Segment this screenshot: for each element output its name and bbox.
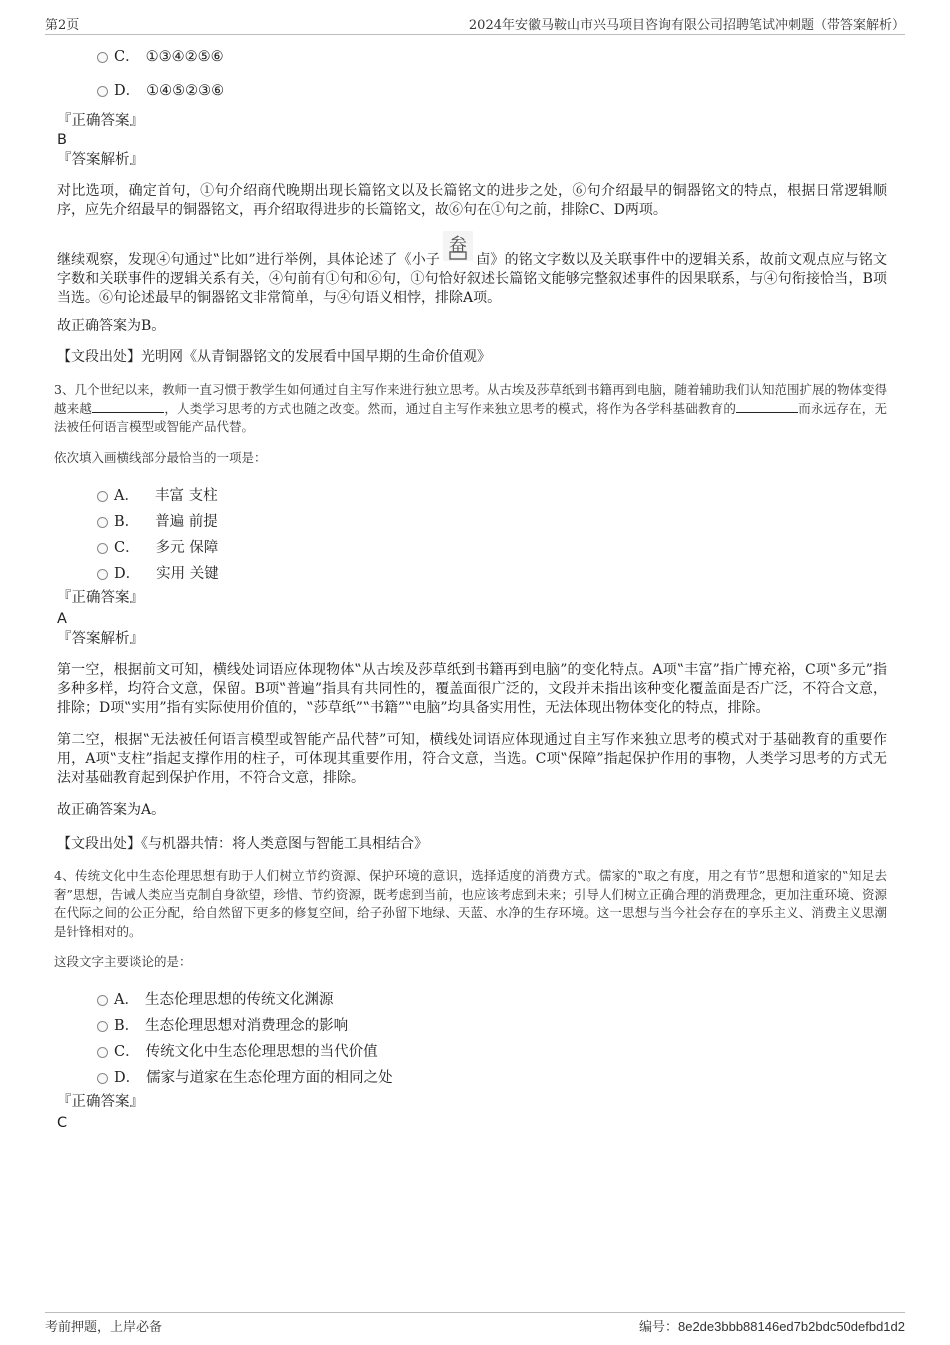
document-title: 2024年安徽马鞍山市兴马项目咨询有限公司招聘笔试冲刺题（带答案解析） <box>468 18 905 33</box>
inscription-glyph: 畚 <box>449 235 468 256</box>
q4-option-c[interactable]: C． 传统文化中生态伦理思想的当代价值 <box>57 1039 887 1065</box>
q4-options <box>57 987 887 1091</box>
q2-analysis-p2: 继续观察，发现④句通过‟比如”进行举例，具体论述了《小子 畚 卣》的铭文字数以及关联事件中的逻辑关系，故前文观点应与铭文字数和关联事件的逻辑关系有关，④句前有①句和⑥句，①句恰好叙述长篇铭文能够完整叙述事件的因果联系，与④句衔接恰当，B项当选。⑥句论述最早的铜器铭文非常简单，与④句语义相悖，排除A项。 <box>57 238 887 308</box>
q4-prompt: 这段文字主要谈论的是： <box>54 954 192 969</box>
bronze-inscription-image <box>442 230 474 262</box>
q3-source: 【文段出处】《与机器共情：将人类意图与智能工具相结合》 <box>57 836 428 852</box>
q2-answer: B <box>57 132 67 148</box>
q4-answer: C <box>57 1114 68 1131</box>
q3-conclusion: 故正确答案为A。 <box>57 802 166 818</box>
q4-option-d[interactable]: D． 儒家与道家在生态伦理方面的相同之处 <box>57 1065 887 1091</box>
q3-prompt: 依次填入画横线部分最恰当的一项是： <box>54 449 267 465</box>
q2-option-d[interactable]: D． ①④⑤②③⑥ <box>57 78 887 104</box>
blank-2 <box>736 400 798 413</box>
q2-conclusion: 故正确答案为B。 <box>57 318 166 334</box>
blank-1 <box>92 400 164 413</box>
radio-icon[interactable] <box>97 995 108 1006</box>
page-header <box>45 12 905 35</box>
q3-answer-label: 『正确答案』 <box>57 590 144 606</box>
q2-analysis-p1: 对比选项，确定首句，①句介绍商代晚期出现长篇铭文以及长篇铭文的进步之处，⑥句介绍最早的铜器铭文的特点，根据日常逻辑顺序，应先介绍最早的铜器铭文，再介绍取得进步的长篇铭文，故⑥句在①句之前，排除C、D两项。 <box>57 183 887 218</box>
document-body <box>54 44 887 1132</box>
radio-icon[interactable] <box>97 543 108 554</box>
q3-analysis-p1: 第一空，根据前文可知，横线处词语应体现物体‟从古埃及莎草纸到书籍再到电脑”的变化特点。A项‟丰富”指广博充裕，C项‟多元”指多种多样，均符合文意，保留。B项‟普遍”指具有共同性的，覆盖面很广泛的，文段并未指出该种变化覆盖面是否广泛，不符合文意，排除；D项‟实用”指有实际使用价值的，‟莎草纸”‟书籍”‟电脑”均具备实用性，无法体现出物体变化的特点，排除。 <box>57 662 887 716</box>
radio-icon[interactable] <box>97 1021 108 1032</box>
radio-icon[interactable] <box>97 52 108 63</box>
q2-answer-label: 『正确答案』 <box>57 113 144 129</box>
q4-option-a[interactable]: A． 生态伦理思想的传统文化渊源 <box>57 987 887 1013</box>
q3-options <box>57 483 887 587</box>
q3-analysis-p2: 第二空，根据‟无法被任何语言模型或智能产品代替”可知，横线处词语应体现通过自主写作来独立思考的模式对于基础教育的重要作用，A项‟支柱”指起支撑作用的柱子，可体现其重要作用，符合文意，当选。C项‟保障”指起保护作用的事物，人类学习思考的方式无法对基础教育起到保护作用，不符合文意，排除。 <box>57 732 887 786</box>
q2-source: 【文段出处】光明网《从青铜器铭文的发展看中国早期的生命价值观》 <box>57 349 491 365</box>
q3-stem: 3、几个世纪以来，教师一直习惯于教学生如何通过自主写作来进行独立思考。从古埃及莎草纸到书籍再到电脑，随着辅助我们认知范围扩展的物体变得越来越 ，人类学习思考的方式也随之改变。然而，通过自主写作来独立思考的模式，将作为各学科基础教育的 而永远存在，无法被任何语言模型或智能产品代替。 <box>54 382 887 434</box>
q3-answer: A <box>57 611 67 627</box>
q2-option-c[interactable]: C． ①③④②⑤⑥ <box>57 44 887 70</box>
q4-option-b[interactable]: B． 生态伦理思想对消费理念的影响 <box>57 1013 887 1039</box>
radio-icon[interactable] <box>97 491 108 502</box>
page-footer <box>45 1312 905 1335</box>
q3-option-c[interactable]: C． 多元 保障 <box>57 535 887 561</box>
q3-option-d[interactable]: D． 实用 关键 <box>57 561 887 587</box>
q4-answer-label: 『正确答案』 <box>57 1093 144 1110</box>
q3-analysis-label: 『答案解析』 <box>57 631 144 647</box>
radio-icon[interactable] <box>97 86 108 97</box>
q3-option-b[interactable]: B． 普遍 前提 <box>57 509 887 535</box>
q2-options <box>57 44 887 104</box>
footer-code: 编号：8e2de3bbb88146ed7b2bdc50defbd1d2 <box>638 1319 905 1335</box>
q4-stem: 4、传统文化中生态伦理思想有助于人们树立节约资源、保护环境的意识，选择适度的消费方式。儒家的‟取之有度，用之有节”思想和道家的‟知足去奢”思想，告诫人类应当克制自身欲望，珍惜、节约资源，既考虑到当前，也应该考虑到未来；引导人们树立正确合理的消费理念，更加注重环境、资源在代际之间的公正分配，给自然留下更多的修复空间，给子孙留下地绿、天蓝、水净的生存环境。这一思想与当今社会存在的享乐主义、消费主义思潮是针锋相对的。 <box>54 868 887 939</box>
footer-slogan: 考前押题，上岸必备 <box>45 1320 163 1335</box>
q2-analysis-label: 『答案解析』 <box>57 152 144 168</box>
page-number: 第2页 <box>45 18 80 33</box>
radio-icon[interactable] <box>97 517 108 528</box>
radio-icon[interactable] <box>97 1047 108 1058</box>
radio-icon[interactable] <box>97 1073 108 1084</box>
q3-option-a[interactable]: A． 丰富 支柱 <box>57 483 887 509</box>
radio-icon[interactable] <box>97 569 108 580</box>
